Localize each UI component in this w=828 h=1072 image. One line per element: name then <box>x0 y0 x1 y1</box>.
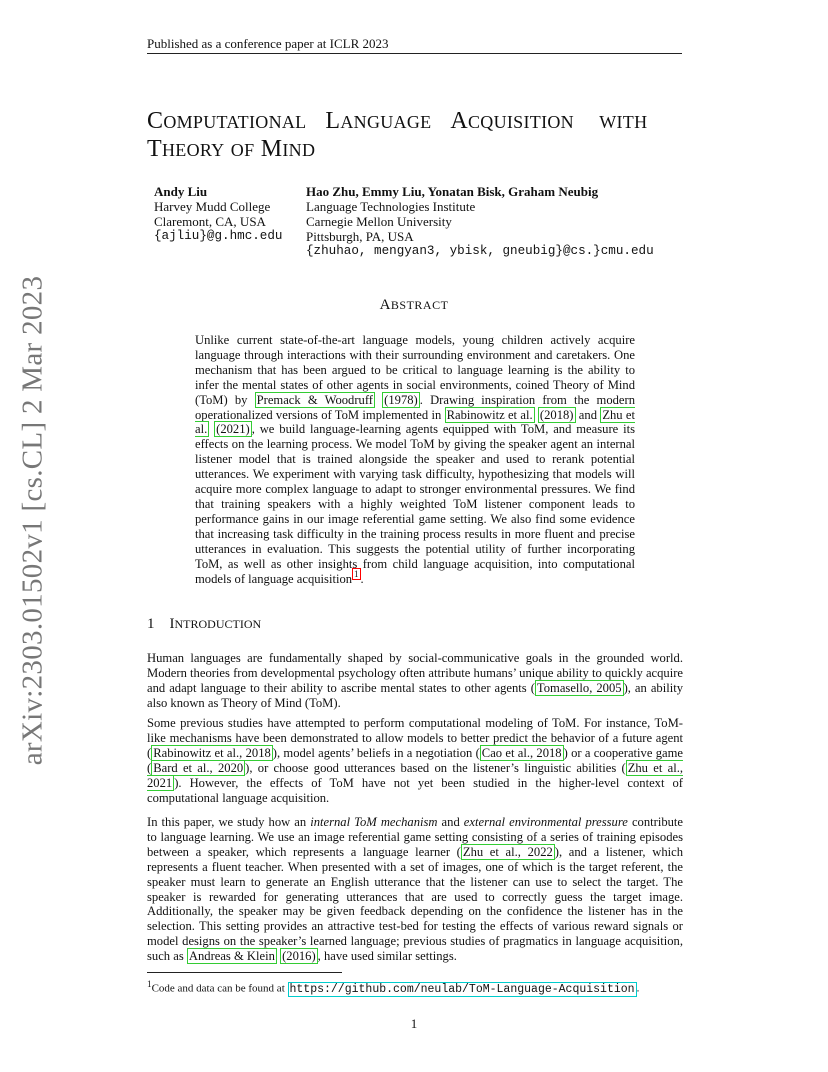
footnote-rule <box>147 972 342 973</box>
paper-title: COMPUTATIONAL LANGUAGE ACQUISITION WITH THEORY OF MIND <box>147 108 648 162</box>
citation-link[interactable]: Tomasello, 2005 <box>536 680 622 695</box>
author-names: Hao Zhu, Emmy Liu, Yonatan Bisk, Graham Neubig <box>306 184 599 199</box>
citation-year-link[interactable]: (2016) <box>282 949 316 964</box>
citation-link[interactable]: Andreas & Klein <box>188 949 275 964</box>
running-header: Published as a conference paper at ICLR 2023 <box>147 36 389 51</box>
intro-paragraph-2: Some previous studies have attempted to perform computational modeling of ToM. For instance, ToM-like mechanisms have been demonstrated to allow models to better predict the behavior of a future agent ( Rabinowitz et al., 2018 ), model agents’ beliefs in a negotiation ( Cao et al., 2018 ) or a cooperative game ( Bard et al., 2020 ), or choose good utterances based on the listener’s linguistic abilities ( Zhu et al., 2021 ). However, the effects of ToM have not yet been studied in the higher-level context of computational language acquisition. <box>147 716 683 805</box>
citation-year-link[interactable]: (1978) <box>384 392 418 407</box>
header-rule <box>147 53 682 54</box>
author-emails[interactable]: {zhuhao, mengyan3, ybisk, gneubig}@cs.}cmu.edu <box>306 244 654 258</box>
footnote-link[interactable]: 1 <box>354 569 359 580</box>
author-affiliation: Harvey Mudd College <box>154 199 271 214</box>
footnote: $^1$Code and data can be found at https://github.com/neulab/ToM-Language-Acquisition . <box>147 979 640 996</box>
citation-year-link[interactable]: (2018) <box>539 407 574 422</box>
author-location: Pittsburgh, PA, USA <box>306 229 414 244</box>
arxiv-identifier[interactable]: arXiv:2303.01502v1 [cs.CL] 2 Mar 2023 <box>16 275 49 766</box>
citation-year-link[interactable]: (2021) <box>216 422 250 437</box>
citation-link[interactable]: Bard et al., 2020 <box>153 760 244 775</box>
intro-paragraph-3: In this paper, we study how an internal ToM mechanism and external environmental pressure contribute to language learning. We use an image referential game setting consisting of a series of training episodes between a speaker, which represents a language learner ( Zhu et al., 2022 ), and a listener, which represents a fluent teacher. When presented with a set of images, one of which is the target referent, the speaker must learn to generate an English utterance that the listener can use to select the target. The speaker is rewarded for generating utterances that are used to correctly guess the target image. Additionally, the speaker may be given feedback depending on the confidence the listener has in the selection. This setting provides an attractive test-bed for testing the effects of various reward signals or model designs on the speaker’s learned language; previous studies of pragmatics in language acquisition, such as Andreas & Klein (2016) , have used similar settings. <box>147 815 684 964</box>
abstract-heading: ABSTRACT <box>379 297 449 313</box>
intro-paragraph-1: Human languages are fundamentally shaped by social-communicative goals in the grounded world. Modern theories from developmental psychology often attribute humans’ unique ability to quickly acquire and adapt language to their ability to ascribe mental states to other agents ( Tomasello, 2005 ), an ability also known as Theory of Mind (ToM). <box>147 651 684 710</box>
code-url-link[interactable]: https://github.com/neulab/ToM-Language-Acquisition <box>289 982 635 996</box>
author-name: Andy Liu <box>154 184 208 199</box>
section-heading-introduction: 1 INTRODUCTION <box>147 616 262 632</box>
citation-link[interactable]: Rabinowitz et al. <box>446 407 533 422</box>
citation-link[interactable]: Zhu et al., 2022 <box>462 844 553 859</box>
citation-link[interactable]: Premack & Woodruff <box>256 392 373 407</box>
author-university: Carnegie Mellon University <box>306 214 452 229</box>
author-email[interactable]: {ajliu}@g.hmc.edu <box>154 229 283 243</box>
citation-link[interactable]: Rabinowitz et al., 2018 <box>153 745 271 760</box>
abstract-body: Unlike current state-of-the-art language models, young children actively acquire language through interactions with their surrounding environment and caretakers. One mechanism that has been argued to be critical to language learning is the ability to infer the mental states of other agents in social environments, coined Theory of Mind (ToM) by Premack & Woodruff (1978) . Drawing inspiration from the modern operationalized versions of ToM implemented in Rabinowitz et al. (2018) and Zhu et al. (2021) , we build language-learning agents equipped with ToM, and measure its effects on the learning process. We model ToM by giving the speaker agent an internal listener model that is trained alongside the speaker and used to rerank potential utterances. We experiment with varying task difficulty, hypothesizing that models will acquire more complex language to adapt to stronger environmental pressures. We find that training speakers with a highly weighted ToM listener component leads to performance gains in our image referential game setting. We also find some evidence that increasing task difficulty in the training process results in more fluent and precise utterances in evaluation. This suggests the potential utility of further incorporating ToM, as well as other insights from child language acquisition, into computational models of language acquisition $^1$ . <box>195 333 635 586</box>
page-number: 1 <box>410 1016 418 1031</box>
author-affiliation: Language Technologies Institute <box>306 199 476 214</box>
author-location: Claremont, CA, USA <box>154 214 266 229</box>
citation-link[interactable]: Cao et al., 2018 <box>481 745 562 760</box>
citation-link[interactable]: Zhu et al., 2021 <box>147 760 683 790</box>
author-block-right <box>306 184 654 259</box>
citation-link[interactable]: Zhu et al. <box>195 407 635 437</box>
author-block-left <box>154 184 282 244</box>
